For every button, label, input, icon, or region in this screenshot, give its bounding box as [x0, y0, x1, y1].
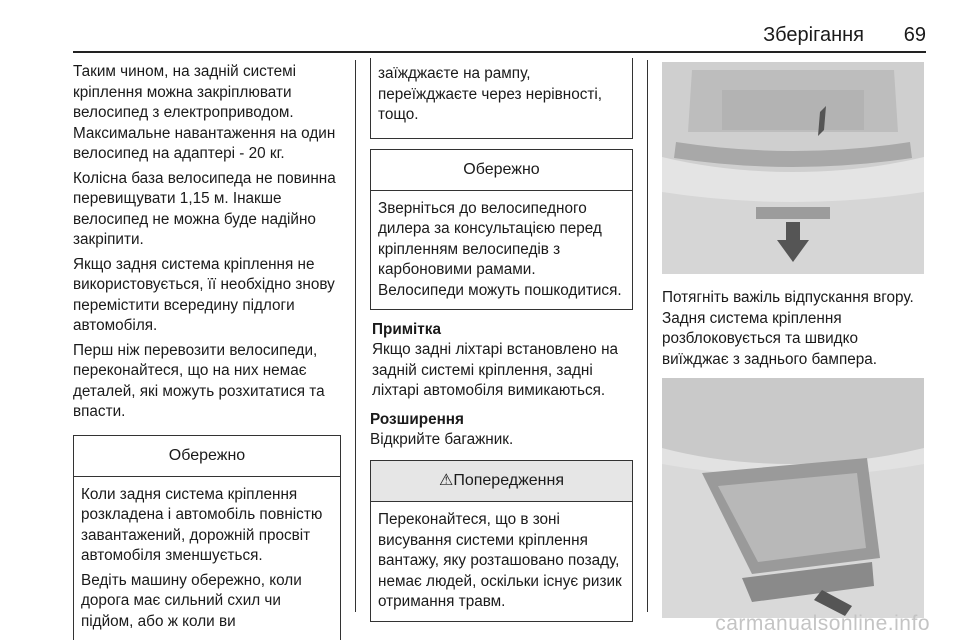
caution-text: Коли задня система кріплення розкладена і автомобіль повністю завантажений, дорожній просвіт автомобіля зменшується.	[81, 485, 323, 564]
tailgate-release-lever-illustration	[662, 62, 924, 274]
warning-box	[370, 460, 633, 622]
figure-caption: Потягніть важіль відпускання вгору. Задня система кріплення розблоковується та швидко виїжджає з заднього бампера.	[662, 289, 914, 368]
watermark: carmanualsonline.info	[715, 612, 930, 635]
paragraph: Якщо задня система кріплення не використовується, її необхідно знову перемістити всередину підлоги автомобіля.	[73, 255, 335, 334]
warning-box-title	[371, 461, 632, 502]
caution-box-title: Обережно	[371, 150, 632, 191]
caution-box	[370, 149, 633, 311]
caution-text: Ведіть машину обережно, коли дорога має сильний схил чи підйом, або ж коли ви	[81, 571, 302, 630]
extensions-text: Відкрийте багажник.	[370, 430, 514, 448]
note-title: Примітка	[372, 321, 441, 338]
caution-box-body	[74, 477, 340, 641]
caution-text: заїжджаєте на рампу, переїжджаєте через нерівності, тощо.	[378, 65, 603, 123]
header-rule	[73, 51, 926, 53]
caution-box-continued-body	[371, 58, 632, 138]
extensions-title: Розширення	[370, 410, 464, 428]
warning-title-text: Попередження	[453, 472, 565, 489]
warning-box-body	[371, 502, 632, 621]
paragraph: Таким чином, на задній системі кріплення можна закріплювати велосипед з електроприводом. Максимальне навантаження на один велосипед на адаптері - 20 кг.	[73, 63, 336, 162]
caution-box-body	[371, 191, 632, 310]
column-divider-1	[355, 60, 356, 612]
bike-carrier-diagram	[662, 378, 924, 618]
column-1	[73, 62, 341, 640]
bike-carrier-extend-illustration	[662, 378, 924, 618]
page-number: 69	[903, 24, 926, 46]
caution-box-title: Обережно	[74, 436, 340, 477]
column-divider-2	[647, 60, 648, 612]
caution-box-continued	[370, 58, 633, 139]
car-rear-diagram	[662, 62, 924, 274]
warning-text: Переконайтеся, що в зоні висування системи кріплення вантажу, яку розташовано позаду, немає людей, оскільки існує ризик отримання травм.	[378, 511, 622, 610]
note-text: Якщо задні ліхтарі встановлено на задній системі кріплення, задні ліхтарі автомобіля вимикаються.	[372, 341, 619, 399]
warning-triangle-icon: ⚠	[438, 472, 454, 489]
column-2	[370, 58, 633, 622]
caution-box	[73, 435, 341, 641]
paragraph: Перш ніж перевозити велосипеди, переконайтеся, що на них немає деталей, які можуть розхитатися та впасти.	[73, 341, 325, 420]
paragraph: Колісна база велосипеда не повинна перевищувати 1,15 м. Інакше велосипед не можна буде надійно закріпити.	[73, 169, 336, 248]
column-3	[662, 62, 924, 618]
note	[370, 320, 633, 402]
section-title: Зберігання	[763, 24, 864, 46]
caution-text: Зверніться до велосипедного дилера за консультацією перед кріпленням велосипедів з карбоновими рамами. Велосипеди можуть пошкодитися.	[378, 199, 622, 299]
